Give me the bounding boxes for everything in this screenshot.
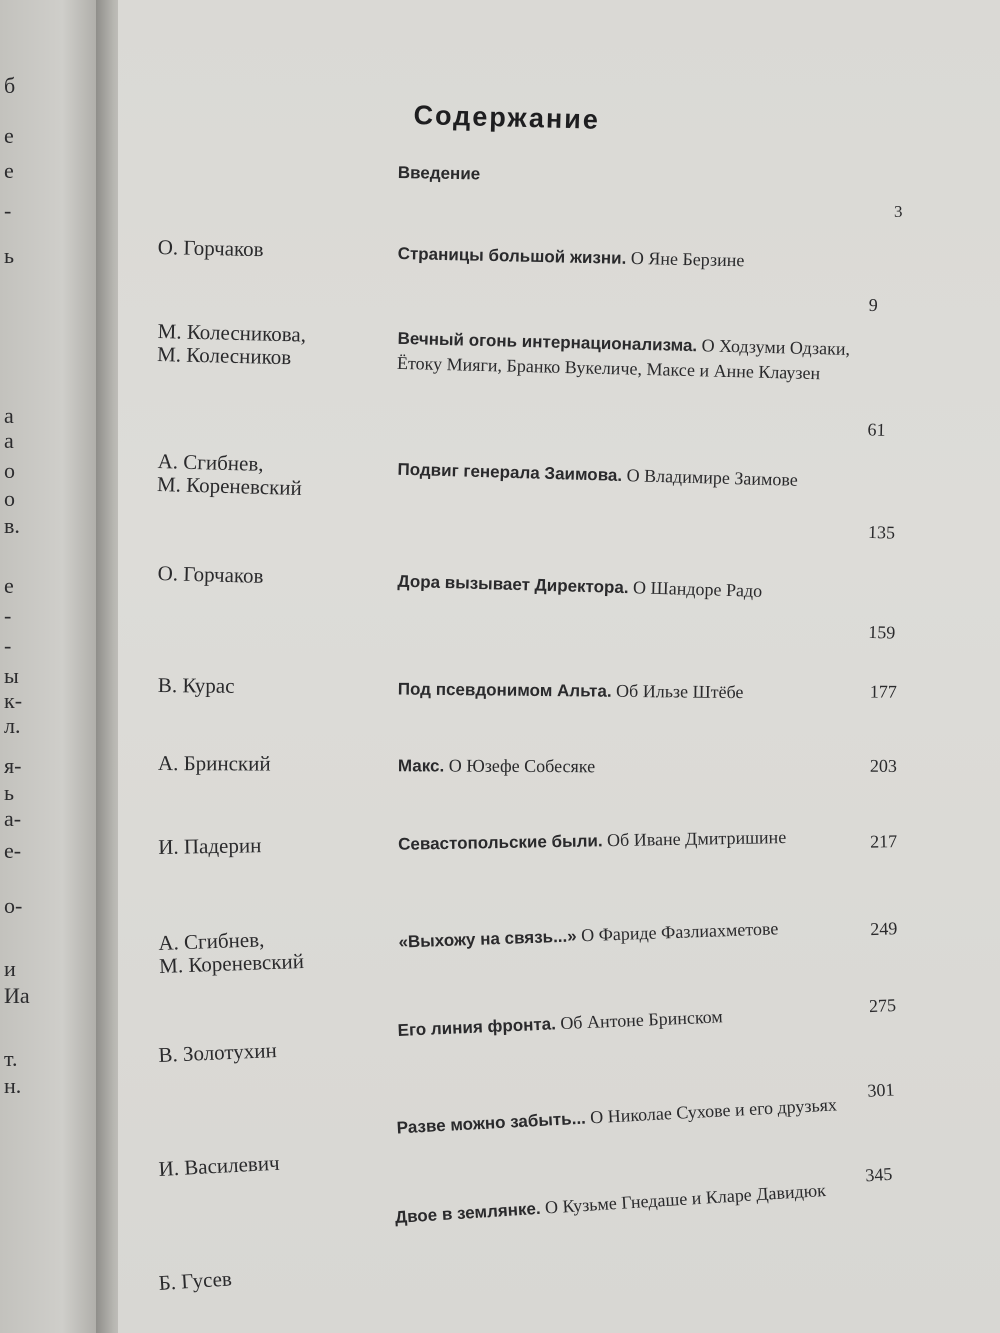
left-page-fragment: о: [4, 486, 15, 511]
work-title: Его линия фронта.: [397, 1014, 557, 1040]
author-name: В. Курас: [157, 673, 235, 698]
work-title: Под псевдонимом Альта.: [397, 679, 612, 701]
work-title: Двое в землянке.: [394, 1198, 542, 1227]
left-page-fragment: б: [4, 73, 16, 98]
left-page-fragment: и: [4, 956, 16, 981]
author-name: М. Кореневский: [156, 471, 303, 501]
work-title: «Выхожу на связь...»: [398, 926, 577, 952]
work-subject: Об Антоне Бринском: [559, 1006, 724, 1034]
toc-work: [398, 753, 860, 780]
author-name: В. Золотухин: [157, 1038, 278, 1067]
author-name: И. Василевич: [157, 1150, 281, 1181]
intro-page-number: 3: [894, 202, 903, 221]
work-subject: О Владимире Заимове: [626, 465, 799, 490]
toc-author: [158, 752, 378, 776]
page-title: Содержание: [413, 100, 601, 135]
work-subject: О Яне Берзине: [630, 247, 745, 271]
page-number: 61: [867, 419, 886, 440]
author-name: М. Колесникова,: [157, 319, 307, 347]
author-name: А. Сгибнев,: [157, 449, 264, 476]
author-name: Б. Гусев: [157, 1266, 233, 1295]
left-page-fragment: а: [4, 403, 14, 428]
work-subject: Об Ильзе Штёбе: [616, 680, 744, 703]
left-page-fragment: о-: [4, 893, 23, 918]
toc-author: [158, 236, 378, 264]
right-page: [118, 0, 1000, 1333]
toc-author: [158, 674, 378, 699]
left-page-fragment: к-: [4, 688, 23, 713]
page-number: 177: [869, 681, 897, 702]
work-title: Дора вызывает Директора.: [397, 571, 629, 598]
author-name: М. Колесников: [156, 341, 292, 370]
left-page-fragment: е: [4, 573, 14, 598]
left-page-fragment: Иа: [4, 983, 30, 1008]
author-name: О. Горчаков: [157, 235, 264, 262]
toc-work: [398, 677, 860, 707]
work-title: Севастопольские были.: [398, 831, 603, 854]
author-name: О. Горчаков: [157, 561, 264, 588]
left-page-fragment: т.: [4, 1046, 18, 1071]
left-page-fragment: -: [4, 603, 12, 628]
work-subject: О Юзефе Собесяке: [448, 755, 596, 777]
page-number: 345: [864, 1163, 893, 1186]
left-page-fragment: ы: [4, 663, 19, 688]
page-number: 249: [869, 918, 898, 940]
left-page-fragment: -: [4, 633, 12, 658]
work-subject: О Николае Сухове и его друзьях: [589, 1094, 838, 1128]
page-number: 203: [869, 755, 897, 776]
work-subject: О Кузьме Гнедаше и Кларе Давидюк: [544, 1179, 827, 1218]
left-page-fragment: е: [4, 158, 14, 183]
left-page-fragment: л.: [4, 713, 21, 738]
left-page-fragment: е: [4, 123, 14, 148]
page-number: 159: [868, 621, 896, 643]
author-name: И. Падерин: [157, 833, 262, 859]
work-title: Подвиг генерала Заимова.: [397, 459, 623, 485]
work-title: Страницы большой жизни.: [397, 244, 627, 268]
toc-author: [158, 924, 379, 978]
toc-author: [157, 450, 378, 502]
author-name: А. Сгибнев,: [157, 927, 265, 955]
work-subject: О Шандоре Радо: [632, 577, 763, 601]
toc-author: [158, 832, 378, 859]
left-page-fragment: в.: [4, 513, 20, 538]
page-number: 9: [868, 294, 878, 316]
left-page-fragment: -: [4, 198, 12, 223]
page-number: 301: [866, 1079, 895, 1101]
left-page-fragment: я-: [4, 753, 22, 778]
work-subject: Об Иване Дмитришине: [606, 827, 787, 851]
intro-title: Введение: [397, 163, 481, 184]
left-page-fragment: н.: [4, 1073, 22, 1098]
left-page-fragment: а-: [4, 806, 22, 831]
left-page-fragment: е-: [4, 838, 22, 863]
author-name: М. Кореневский: [158, 948, 305, 978]
work-subject: О Фариде Фазлиахметове: [580, 918, 779, 946]
left-page-fragment: о: [4, 458, 15, 483]
work-title: Разве можно забыть...: [396, 1108, 587, 1138]
left-page-fragment: а: [4, 428, 14, 453]
author-name: А. Бринский: [157, 751, 271, 776]
work-title: Макс.: [397, 756, 445, 776]
work-subject: О Ходзуми Одзаки, Ётоку Мияги, Бранко Вукеличе, Максе и Анне Клаузен: [396, 335, 851, 384]
page-number: 135: [867, 521, 896, 543]
page-number: 275: [868, 995, 897, 1017]
page-number: 217: [870, 831, 898, 852]
left-page-fragment: ь: [4, 243, 15, 268]
toc-author: [157, 320, 378, 371]
left-page-fragment: ь: [4, 780, 15, 805]
work-title: Вечный огонь интернационализма.: [397, 328, 698, 356]
